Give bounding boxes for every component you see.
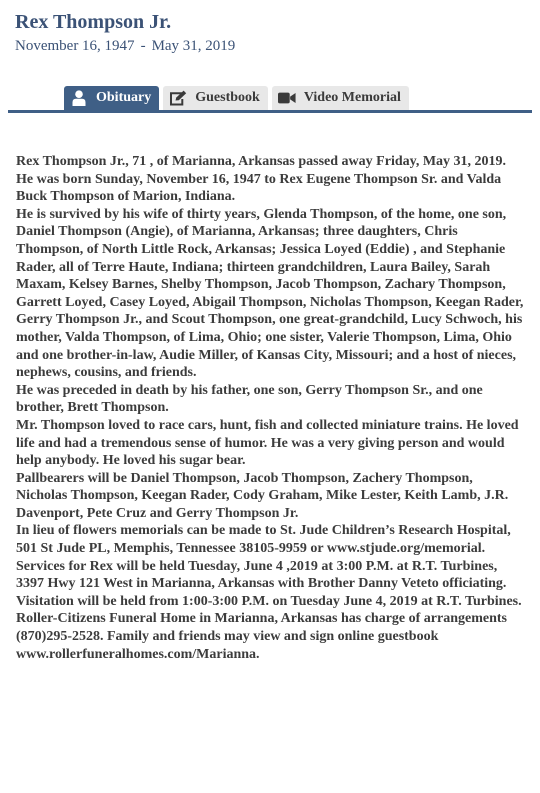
tab-video-memorial[interactable] bbox=[272, 86, 409, 110]
obituary-paragraph: Rex Thompson Jr., 71 , of Marianna, Arkansas passed away Friday, May 31, 2019. He was born Sunday, November 16, 1947 to Rex Eugene Thompson Sr. and Valda Buck Thompson of Marion, Indiana. bbox=[16, 154, 507, 205]
obituary-paragraph: He is survived by his wife of thirty years, Glenda Thompson, of the home, one son, Daniel Thompson (Angie), of Marianna, Arkansas; three daughters, Chris Thompson, of North Little Rock, Arkansas; Jessica Loyed (Eddie) , and Stephanie Rader, all of Terre Haute, Indiana; thirteen grandchildren, Laura Bailey, Sarah Maxam, Kelsey Barnes, Shelby Thompson, Jacob Thompson, Zachary Thompson, Garrett Loyed, Casey Loyed, Abigail Thompson, Nicholas Thompson, Keegan Rader, Gerry Thompson Jr., and Scout Thompson, one great-grandchild, Lucy Schwoch, his mother, Valda Thompson, of Lima, Ohio; one sister, Valerie Thompson, Lima, Ohio and one brother-in-law, Audie Miller, of Kansas City, Missouri; and a host of nieces, nephews, cousins, and friends. bbox=[16, 206, 524, 381]
obituary-paragraph: In lieu of flowers memorials can be made to St. Jude Children’s Research Hospital, 501 St Jude PL, Memphis, Tennessee 38105-9959 or www.stjude.org/memorial. bbox=[16, 523, 511, 557]
obituary-paragraph: Mr. Thompson loved to race cars, hunt, fish and collected miniature trains. He loved life and had a tremendous sense of humor. He was a very giving person and would help anybody. He loved his sugar bear. bbox=[16, 417, 519, 469]
tab-label: Guestbook bbox=[195, 90, 260, 105]
obituary-paragraph: He was preceded in death by his father, one son, Gerry Thompson Sr., and one brother, Brett Thompson. bbox=[16, 382, 483, 416]
person-icon bbox=[70, 90, 88, 106]
obituary-paragraph: Services for Rex will be held Tuesday, June 4 ,2019 at 3:00 P.M. at R.T. Turbines, 3397 Hwy 121 West in Marianna, Arkansas with Brother Danny Veteto officiating. Visitation will be held from 1:00-3:00 P.M. on Tuesday June 4, 2019 at R.T. Turbines. Roller-Citizens Funeral Home in Marianna, Arkansas has charge of arrangements (870)295-2528. Family and friends may view and sign online guestbook www.rollerfuneralhomes.com/Marianna. bbox=[16, 558, 522, 662]
tab-underline bbox=[8, 110, 532, 113]
deceased-name: Rex Thompson Jr. bbox=[15, 11, 172, 33]
video-camera-icon bbox=[278, 90, 296, 106]
tab-obituary[interactable] bbox=[64, 86, 159, 110]
birth-date: November 16, 1947 bbox=[15, 38, 135, 54]
death-date: May 31, 2019 bbox=[151, 38, 236, 54]
life-dates bbox=[15, 37, 235, 55]
obituary-text bbox=[16, 153, 524, 663]
tab-bar bbox=[64, 86, 413, 110]
obituary-header bbox=[15, 10, 235, 55]
tab-guestbook[interactable] bbox=[163, 86, 268, 110]
tab-label: Obituary bbox=[96, 90, 152, 105]
obituary-paragraph: Pallbearers will be Daniel Thompson, Jacob Thompson, Zachery Thompson, Nicholas Thompson, Keegan Rader, Cody Graham, Mike Lester, Keith Lamb, J.R. Davenport, Pete Cruz and Gerry Thompson Jr. bbox=[16, 470, 509, 521]
tab-label: Video Memorial bbox=[303, 90, 401, 105]
date-separator: - bbox=[140, 38, 146, 54]
edit-icon bbox=[169, 90, 187, 106]
